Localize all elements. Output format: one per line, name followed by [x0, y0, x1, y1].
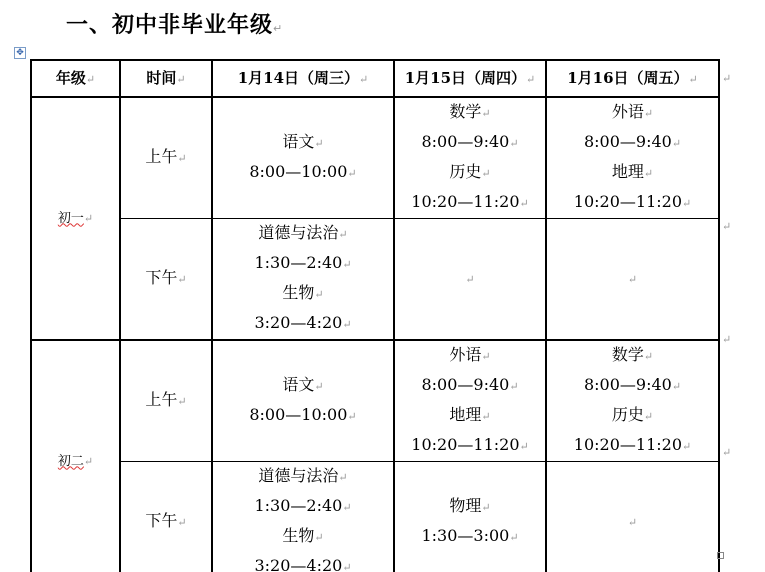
header-jan16: 1月16日（周五）↵: [546, 60, 719, 97]
exam-time: 10:20—11:20: [573, 192, 682, 211]
exam-time: 3:20—4:20: [254, 556, 343, 572]
exam-cell-d15: 物理↵ 1:30—3:00↵: [394, 462, 546, 572]
exam-cell-d16: 外语↵ 8:00—9:40↵ 地理↵ 10:20—11:20↵: [546, 97, 719, 219]
exam-subject: 数学: [449, 102, 482, 121]
header-jan15: 1月15日（周四）↵: [394, 60, 546, 97]
table-resize-handle[interactable]: [717, 552, 724, 559]
exam-cell-d16: 数学↵ 8:00—9:40↵ 历史↵ 10:20—11:20↵: [546, 340, 719, 462]
exam-subject: 语文: [282, 375, 315, 394]
row-end-mark: ↵: [722, 333, 732, 346]
exam-cell-d15: 外语↵ 8:00—9:40↵ 地理↵ 10:20—11:20↵: [394, 340, 546, 462]
exam-subject: 物理: [449, 496, 482, 515]
exam-time: 8:00—9:40: [583, 132, 672, 151]
session-cell: 下午↵: [120, 219, 212, 341]
section-heading: 一、初中非毕业年级↵: [66, 13, 284, 38]
table-row: [31, 340, 719, 462]
row-end-mark: ↵: [722, 446, 732, 459]
session-label: 下午: [145, 268, 178, 287]
table-row: [31, 462, 719, 572]
header-time: 时间↵: [120, 60, 212, 97]
session-label: 下午: [145, 511, 178, 530]
grade-cell: 初一↵: [31, 97, 120, 340]
exam-subject: 数学: [611, 345, 644, 364]
exam-time: 1:30—2:40: [254, 253, 343, 272]
session-cell: 上午↵: [120, 97, 212, 219]
table-row: [31, 97, 719, 219]
grade-cell: 初二↵: [31, 340, 120, 572]
exam-time: 10:20—11:20: [411, 192, 520, 211]
exam-subject: 地理: [611, 162, 644, 181]
header-jan14: 1月14日（周三）↵: [212, 60, 394, 97]
header-grade: 年级↵: [31, 60, 120, 97]
exam-time: 1:30—2:40: [254, 496, 343, 515]
exam-subject: 地理: [449, 405, 482, 424]
exam-cell-d14: 语文↵ 8:00—10:00↵: [212, 97, 394, 219]
exam-schedule-table: [30, 59, 720, 572]
session-cell: 下午↵: [120, 462, 212, 572]
grade-name: 初一: [57, 210, 84, 226]
exam-cell-d16: ↵: [546, 219, 719, 341]
exam-cell-d15: 数学↵ 8:00—9:40↵ 历史↵ 10:20—11:20↵: [394, 97, 546, 219]
exam-time: 10:20—11:20: [573, 435, 682, 454]
row-end-mark: ↵: [722, 220, 732, 233]
exam-time: 8:00—9:40: [583, 375, 672, 394]
exam-time: 8:00—9:40: [421, 132, 510, 151]
exam-time: 8:00—10:00: [249, 162, 348, 181]
exam-subject: 生物: [282, 283, 315, 302]
exam-time: 3:20—4:20: [254, 313, 343, 332]
exam-subject: 道德与法治: [258, 223, 339, 242]
session-label: 上午: [145, 390, 178, 409]
row-end-mark: ↵: [722, 72, 732, 85]
exam-cell-d14: 道德与法治↵ 1:30—2:40↵ 生物↵ 3:20—4:20↵: [212, 462, 394, 572]
exam-time: 10:20—11:20: [411, 435, 520, 454]
exam-cell-d16: ↵: [546, 462, 719, 572]
exam-cell-d14: 道德与法治↵ 1:30—2:40↵ 生物↵ 3:20—4:20↵: [212, 219, 394, 341]
header-row: [31, 60, 719, 97]
session-label: 上午: [145, 147, 178, 166]
exam-subject: 生物: [282, 526, 315, 545]
exam-time: 1:30—3:00: [421, 526, 510, 545]
exam-subject: 道德与法治: [258, 466, 339, 485]
table-move-handle-icon[interactable]: ✥: [14, 47, 26, 59]
exam-time: 8:00—10:00: [249, 405, 348, 424]
table-row: [31, 219, 719, 341]
exam-cell-d14: 语文↵ 8:00—10:00↵: [212, 340, 394, 462]
exam-time: 8:00—9:40: [421, 375, 510, 394]
exam-cell-d15: ↵: [394, 219, 546, 341]
exam-subject: 历史: [449, 162, 482, 181]
exam-subject: 外语: [449, 345, 482, 364]
exam-subject: 历史: [611, 405, 644, 424]
exam-subject: 语文: [282, 132, 315, 151]
grade-name: 初二: [57, 453, 84, 469]
exam-subject: 外语: [611, 102, 644, 121]
session-cell: 上午↵: [120, 340, 212, 462]
